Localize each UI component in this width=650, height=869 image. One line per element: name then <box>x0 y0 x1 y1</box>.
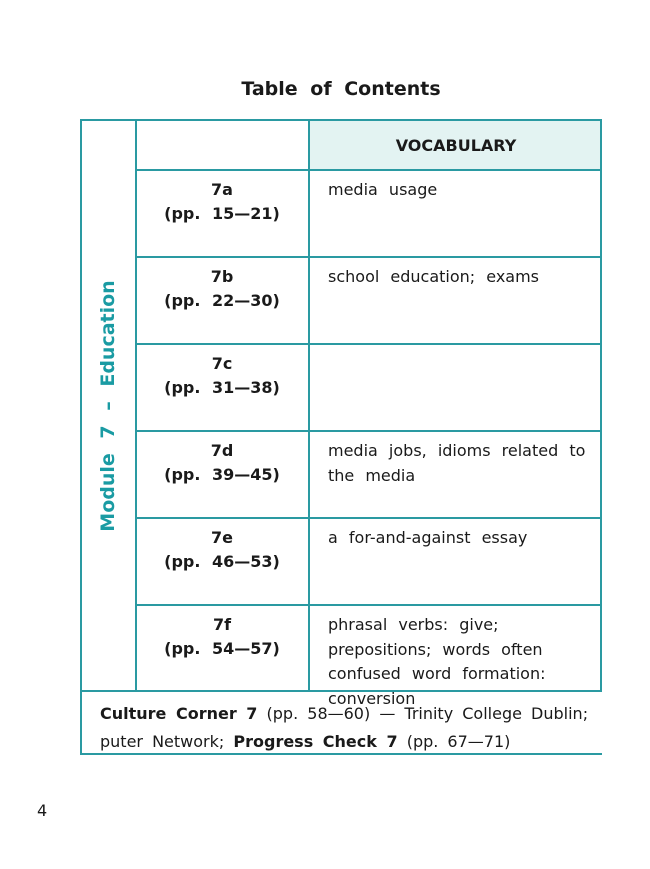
progress-check-pages: (pp. 67—71) <box>406 732 511 751</box>
lesson-number: 7d <box>210 441 234 460</box>
culture-corner-pages: (pp. 58—60) <box>266 704 371 723</box>
culture-corner-text: — Trinity College Dublin; <box>379 704 589 723</box>
page-number: 4 <box>37 801 48 820</box>
lesson-column-divider <box>308 119 310 692</box>
module-label-cell <box>80 121 136 691</box>
vocab-cell-7a: media usage <box>328 180 438 199</box>
module-label: Module 7 – Education <box>97 280 119 532</box>
row-divider <box>135 343 602 345</box>
lesson-number: 7b <box>210 267 234 286</box>
lesson-number: 7c <box>211 354 233 373</box>
lesson-cell-7a <box>136 178 308 226</box>
lesson-number: 7f <box>212 615 232 634</box>
footer-line-2-start: puter Network; <box>100 732 225 751</box>
row-divider <box>135 604 602 606</box>
vocab-cell-7d: media jobs, idioms related to the media <box>328 441 586 485</box>
lesson-cell-7e <box>136 526 308 574</box>
row-divider <box>135 517 602 519</box>
lesson-cell-7b <box>136 265 308 313</box>
row-divider <box>135 430 602 432</box>
progress-check-label: Progress Check 7 <box>233 732 398 751</box>
lesson-pages: (pp. 39—45) <box>164 465 280 484</box>
row-divider <box>135 256 602 258</box>
vocabulary-header-label: VOCABULARY <box>395 136 517 155</box>
vocabulary-header <box>310 121 602 170</box>
page-title: Table of Contents <box>241 78 441 100</box>
row-divider <box>135 169 602 171</box>
footer-line-2 <box>100 728 610 756</box>
footer-note <box>100 700 610 756</box>
vocab-cell-7b: school education; exams <box>328 267 540 286</box>
lesson-pages: (pp. 31—38) <box>164 378 280 397</box>
footer-line-1 <box>100 700 610 728</box>
table-border-right <box>600 119 602 692</box>
lesson-pages: (pp. 54—57) <box>164 639 280 658</box>
lesson-number: 7e <box>211 528 233 547</box>
lesson-cell-7d <box>136 439 308 487</box>
lesson-cell-7c <box>136 352 308 400</box>
lesson-pages: (pp. 22—30) <box>164 291 280 310</box>
table-border-top <box>80 119 602 121</box>
vocab-cell-7e: a for-and-against essay <box>328 528 528 547</box>
vocab-cell-7f: phrasal verbs: give; prepositions; words often confused word formation: conversion <box>328 615 546 708</box>
lesson-pages: (pp. 46—53) <box>164 552 280 571</box>
lesson-pages: (pp. 15—21) <box>164 204 280 223</box>
lesson-cell-7f <box>136 613 308 661</box>
lesson-number: 7a <box>211 180 233 199</box>
culture-corner-label: Culture Corner 7 <box>100 704 258 723</box>
